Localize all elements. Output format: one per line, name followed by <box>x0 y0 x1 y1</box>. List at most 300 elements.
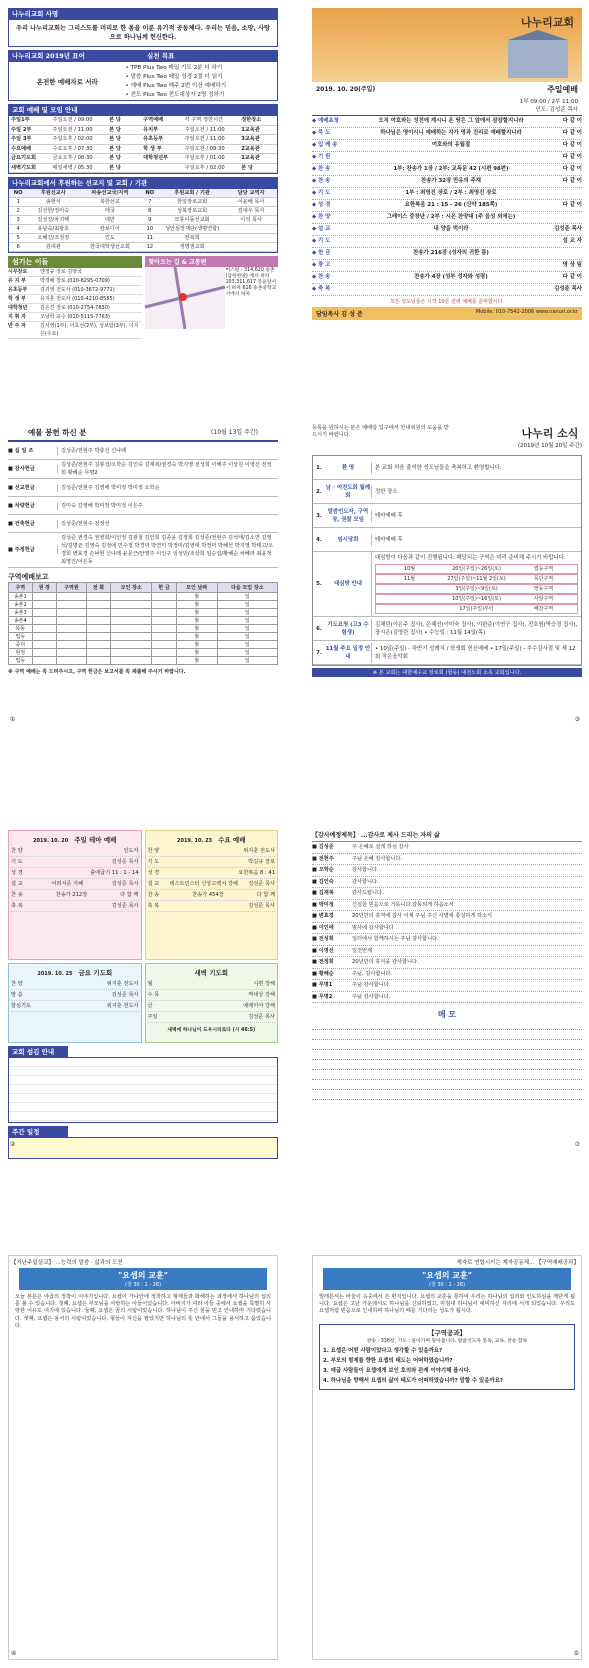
order-content: 오직 여호와는 성전에 계시니 온 땅은 그 앞에서 잠잠할지니라 <box>378 118 524 124</box>
worship-cell: 테스트민스터 신앙고백서 강해 <box>169 881 238 887</box>
cell-value: 월 <box>176 657 217 665</box>
cell-value: 송촌3 <box>9 609 33 617</box>
order-row <box>312 200 582 212</box>
worship-cell: 예레미야 강해 <box>243 1003 275 1009</box>
sermon-ref: (창 30 : 1 - 26) <box>124 1282 162 1288</box>
order-leader: 다 같 이 <box>562 274 582 280</box>
dawn-box <box>145 963 279 1043</box>
cell-head: 모인 날짜 <box>176 583 217 593</box>
service-times: 1부 09:00 / 2부 11:00 <box>519 99 578 105</box>
practice-header: 실천 목표 <box>143 50 278 61</box>
worship-cell: 월 <box>147 981 153 987</box>
schedule-cell <box>141 164 183 173</box>
week-table <box>8 1137 278 1159</box>
mission-cell: 이윤배 목사 <box>237 199 265 205</box>
service-date: 2019. 10. 20(주일) <box>316 86 376 93</box>
worship-row <box>148 846 276 857</box>
offering-row <box>8 479 278 497</box>
mission-cell: 오혜진/조정정 <box>37 235 70 241</box>
offering-type: ■ 십 일 조 <box>8 447 58 455</box>
order-leader: 다 같 이 <box>562 154 582 160</box>
worship-row <box>11 846 139 857</box>
worship-cell: 김성준 목사 <box>248 1014 275 1020</box>
question-item: 3. 애굽 사람들이 요셉에게 보인 호의와 관계 이야기해 봅시다. <box>323 1367 471 1374</box>
cell-value: 월 <box>176 601 217 609</box>
cell-value <box>32 617 57 625</box>
schedule-cell: 본 당 <box>109 136 121 142</box>
order-item: ◆ 찬 송 <box>312 274 331 280</box>
thanks-row <box>312 923 582 935</box>
worship-cell: 설 교 <box>147 881 160 887</box>
worship-row <box>148 1012 276 1023</box>
schedule-cell: 본 당 <box>241 164 254 171</box>
thanks-row <box>312 992 582 1004</box>
worship-cell: 위지훈 전도사 <box>243 848 275 854</box>
visit-cell: 사랑구역 <box>533 596 554 602</box>
mission-cell: 생명샘교회 <box>179 244 205 250</box>
dawn-note: 새벽에 하나님이 도우시리로다 (시 46:5) <box>167 1028 256 1033</box>
worship-cell: 축 복 <box>11 903 23 909</box>
mission-cell: 11 <box>146 235 154 241</box>
cell-value <box>152 649 177 657</box>
page-3 <box>8 425 278 725</box>
worship-cell: 출애굽기 11 : 1 - 14 <box>90 870 139 876</box>
schedule-cell: 본 당 <box>109 164 121 171</box>
thanks-name: ■ 황혜순 <box>312 970 334 977</box>
news-item <box>313 641 581 665</box>
cell-value <box>86 601 111 609</box>
news-label: 대심방 안내 <box>334 581 362 587</box>
news-content: 테마예배 후 <box>371 534 581 546</box>
order-content: 찬송가 4장 (성부 성자와 성령) <box>414 274 488 280</box>
mission-cell: 태국 <box>104 208 115 214</box>
cell-value <box>57 601 87 609</box>
order-content <box>360 260 542 271</box>
cell-row <box>9 625 278 633</box>
cell-row <box>9 601 278 609</box>
staff-row <box>8 268 142 277</box>
service-leader: 인도: 김성준 목사 <box>535 107 578 113</box>
thanks-name: ■ 전정희 <box>312 959 334 965</box>
cell-row <box>9 633 278 641</box>
order-content: 1부: 찬송가 1장 / 2부: 교독문 42 (시편 98편) <box>393 166 509 172</box>
thanks-text: 주님 은혜 감사합니다. <box>352 855 403 862</box>
worship-cell: 김성준 목사 <box>248 903 275 909</box>
lesson-questions-box <box>319 1324 575 1390</box>
thanks-name: ■ 전성희 <box>312 936 334 942</box>
schedule-cell: 본 당 <box>109 145 121 152</box>
schedule-cell: 학 생 부 <box>143 145 162 152</box>
order-leader: 설 교 자 <box>562 238 582 244</box>
news-num: 2. <box>316 488 322 495</box>
order-item: ◆ 찬 양 <box>312 214 331 220</box>
cell-value <box>111 649 152 657</box>
serve-header: 교회 섬김 안내 <box>8 1046 68 1057</box>
worship-cell: 기 도 <box>11 859 23 865</box>
cell-report-title: 구역예배보고 <box>8 573 49 581</box>
staff-name: 오남학 교수 (010-5115-7763) <box>40 314 110 320</box>
order-row <box>312 140 582 152</box>
schedule-cell: 주일오전 / 09:30 <box>184 145 225 152</box>
order-leader: 김성준 목사 <box>554 226 582 232</box>
offering-names: 김성준/전현주 전정선 <box>61 520 110 527</box>
order-leader: 다 같 이 <box>562 142 582 148</box>
schedule-cell: 각 구역 정한시간 <box>184 117 224 123</box>
news-item <box>313 480 581 504</box>
staff-row <box>8 304 142 313</box>
visit-row <box>375 594 578 604</box>
page-4 <box>312 425 582 725</box>
worship-row <box>148 879 276 890</box>
worship-row <box>11 990 139 1001</box>
worship-cell: 찬 양 <box>147 848 160 854</box>
cell-value: 월 <box>176 617 217 625</box>
cell-value: 일 <box>217 633 277 641</box>
thanks-text: 감사합니다. <box>352 878 379 885</box>
thanks-text: 일터에서 함께하시는 주님 감사합니다. <box>352 936 439 942</box>
offering-row <box>8 515 278 533</box>
order-content <box>360 236 542 247</box>
staff-row <box>8 286 142 295</box>
bulletin-cover <box>312 8 582 82</box>
order-content: 여호와의 유월절 <box>431 142 471 148</box>
mission-cell <box>225 243 277 251</box>
schedule-table <box>8 115 278 174</box>
cell-value: 일 <box>217 641 277 649</box>
mission-cell: 이석 목사 <box>240 217 262 223</box>
cell-value <box>86 625 111 633</box>
offering-row <box>8 497 278 515</box>
thanks-name: ■ 무명1 <box>312 982 333 988</box>
order-item: ◆ 성 경 <box>312 202 331 208</box>
offering-names: 김성준 권경숙 권영희/이인정 김광철 김인희 김종윤 김정희 김성준/전현주 김석태/김소연 김영석/김명균 김영숙 김정애 민수정 박경미 박연미 박정미/김영태 박정미 박혜선 박지영 박태고/오경희 변효경 손낙현 신나래 윤문근/안영주 이인구 임성민/조상희 임승섭/황혜순 차혜라 최윤정 최영진/이은동 <box>61 535 274 565</box>
cell-head: 구역원 <box>57 583 87 593</box>
offering-type: ■ 감사헌금 <box>8 465 58 473</box>
cell-value <box>57 593 87 601</box>
practice-item: • 말씀 Plus Two 매일 성경 2절 더 읽기 <box>125 74 223 80</box>
thanks-name: ■ 박미정 <box>312 901 334 908</box>
wednesday-title: 수요 예배 <box>218 836 246 844</box>
order-content <box>360 152 542 163</box>
worship-cell: 김성준 목사 <box>111 992 139 998</box>
thanks-row <box>312 934 582 946</box>
cell-value <box>152 657 177 665</box>
order-row <box>312 272 582 284</box>
cell-value: 월 <box>176 633 217 641</box>
thanks-text: 주님 감사합니다. <box>352 982 391 988</box>
cell-row <box>9 649 278 657</box>
page-number: ⑦ <box>574 1141 580 1148</box>
goal-box <box>8 61 278 101</box>
schedule-cell: 주일오전 / 11:00 <box>52 126 93 133</box>
cell-value: 일 <box>217 649 277 657</box>
schedule-cell: 유초등부 <box>143 136 164 142</box>
mission-cell: 송현식 <box>45 199 61 205</box>
schedule-row <box>9 135 277 145</box>
practice-item: • 예배 Plus Two 매주 2번 이상 예배하기 <box>125 83 227 89</box>
visit-cell: 10월 <box>403 566 416 572</box>
news-list <box>312 455 582 666</box>
cell-value <box>57 633 87 641</box>
order-content: 찬송가 32장 만유의 주재 <box>421 178 481 184</box>
schedule-cell: 금요기도회 <box>11 155 37 161</box>
worship-cell: 박길규 장로 <box>248 859 275 865</box>
cell-value <box>32 633 57 641</box>
memo-lines <box>312 1020 582 1100</box>
cell-value <box>86 633 111 641</box>
schedule-cell: 대학청년부 <box>143 155 169 161</box>
visit-row <box>375 584 578 594</box>
thanks-row <box>312 865 582 877</box>
worship-cell: 역대상 강해 <box>248 992 275 998</box>
worship-cell: 합심기도 <box>11 1003 32 1009</box>
cell-value <box>111 617 152 625</box>
schedule-row <box>9 145 277 155</box>
cell-value <box>111 625 152 633</box>
mission-head <box>9 189 277 198</box>
mission-cell <box>225 225 277 233</box>
mission-cell: 한일장로교회 <box>177 199 208 205</box>
order-item: ◆ 묵 도 <box>312 130 331 136</box>
thanks-row <box>312 957 582 969</box>
thanks-row <box>312 980 582 992</box>
cell-value <box>111 601 152 609</box>
cell-value <box>152 609 177 617</box>
visit-cell: 17일(주일)부터 <box>459 606 494 612</box>
memo-title: 메 모 <box>437 1010 457 1019</box>
visit-cell: 법동구역 <box>533 566 554 572</box>
mission-cell: 김대우 목사 <box>237 208 265 214</box>
service-name: 주일예배 <box>547 85 578 94</box>
offering-row <box>8 533 278 568</box>
schedule-cell: 주일오전 / 09:00 <box>52 117 93 123</box>
order-leader: 영 상 팀 <box>562 262 582 268</box>
thanks-text: 주님, 감사합니다. <box>352 970 393 977</box>
cell-value <box>32 641 57 649</box>
cell-value <box>152 641 177 649</box>
news-num: 1. <box>316 464 322 471</box>
staff-name: 유지훈 전도사 (010-4210-8585) <box>40 296 115 302</box>
worship-row <box>11 868 139 879</box>
worship-cell: 금 <box>147 1003 153 1009</box>
order-leader: 다 같 이 <box>562 202 582 208</box>
worship-cell: 말 씀 <box>11 992 23 998</box>
offering-type: ■ 선교헌금 <box>8 484 58 492</box>
visit-cell: 목단구역 <box>533 576 554 582</box>
worship-cell: 설 교 <box>11 881 23 887</box>
offering-list <box>8 442 278 568</box>
cell-value <box>86 617 111 625</box>
schedule-cell: 유치부 <box>143 126 159 133</box>
lesson-body: 빌레몬서는 바울이 옥중에서 쓴 편지입니다. 요셉의 교훈을 통하여 우리는 하나님의 섭리와 인도하심을 깨닫게 됩니다. 요셉은 고난 가운데서도 하나님을 신뢰하였고, 마침내 하나님이 예비하신 자리에 서게 되었습니다. 우리도 요셉처럼 믿음으로 인내하며 하나님의 때를 기다리는 성도가 됩시다. <box>319 1294 575 1315</box>
cell-value <box>111 609 152 617</box>
worship-cell: 요한복음 8 : 41 <box>238 870 275 876</box>
news-item <box>313 504 581 528</box>
map-image <box>145 267 225 329</box>
cell-value: 송촌1 <box>9 593 33 601</box>
order-item: ◆ 광 고 <box>312 262 331 268</box>
staff-row <box>8 322 142 339</box>
worship-row <box>148 857 276 868</box>
cell-value <box>57 641 87 649</box>
thanks-text: 20년만의 휴직에 감사 이제 주님 주신 사명에 충실하게 하소서 <box>352 913 493 919</box>
worship-cell: 김성준 목사 <box>111 859 139 865</box>
order-item: ◆ 기 원 <box>312 154 331 160</box>
vision-text: 우리 나누리교회는 그리스도를 머리로 한 몸을 이룬 유기적 공동체다. 우리는 믿음, 소망, 사랑으로 하나님께 헌신한다. <box>8 19 278 47</box>
worship-cell: 위지훈 전도사 <box>106 981 139 987</box>
mission-cell: 9 <box>148 217 152 223</box>
mission-cell: 후원선교사 <box>40 190 66 196</box>
cell-value: 일 <box>217 609 277 617</box>
sunday-box <box>8 830 142 960</box>
cell-head: 전 화 <box>86 583 111 593</box>
mission-cell: 10 <box>146 226 154 232</box>
cell-value: 월 <box>176 625 217 633</box>
news-date: (2019년 10월 20일 주간) <box>517 443 582 449</box>
questions-sub: 찬송 : 336장, 기도 : 돌아가며 맡아봅니다, 말씀인도자 봉독, 교독, 찬송 합독 <box>366 1338 528 1344</box>
worship-row <box>11 879 139 890</box>
cell-head: 다음 모임 장소 <box>217 583 277 593</box>
news-num: 5. <box>316 581 322 587</box>
thanks-row <box>312 877 582 889</box>
question-item: 1. 요셉은 어떤 사람이었다고 생각할 수 있을까요? <box>323 1347 443 1354</box>
mission-cell <box>225 234 277 242</box>
practice-item: • 전도 Plus Two 전도대상자 2명 정하기 <box>125 92 225 98</box>
order-leader: 다 같 이 <box>562 178 582 184</box>
sermon-title: "요셉의 교훈" <box>118 1271 168 1280</box>
thanks-name: ■ 변효경 <box>312 913 334 919</box>
news-num: 3. <box>316 512 322 519</box>
order-item: ◆ 찬 송 <box>312 178 331 184</box>
thanks-row <box>312 888 582 900</box>
worship-cell: 김성준 목사 <box>248 881 275 887</box>
worship-row <box>11 979 139 990</box>
thanks-text: 감사합니다. <box>352 867 379 873</box>
mission-row <box>9 216 277 225</box>
schedule-cell: 주일 3부 <box>11 136 32 142</box>
sermon-top: 【지난주일설교】 ...능력의 말씀 · 삶과의 도전 <box>11 1260 123 1266</box>
staff-name: 엔정규 장로 김영국 <box>40 269 82 275</box>
cell-value <box>32 593 57 601</box>
schedule-cell: 주일오후 / 02:00 <box>52 136 93 142</box>
dawn-title: 새벽 기도회 <box>194 969 229 977</box>
thanks-name: ■ 오학순 <box>312 867 334 873</box>
staff-row <box>8 277 142 286</box>
church-logo: 나누리교회 <box>520 16 574 29</box>
offering-names: 김성준/전현주 박충선 신나래 <box>61 447 127 454</box>
staff-role: 지 휘 자 <box>8 314 26 320</box>
order-of-worship <box>312 115 582 296</box>
schedule-cell: 본 당 <box>109 155 121 161</box>
cell-value: 일 <box>217 601 277 609</box>
thanks-text: 주 은혜로 살게 하심 감사 <box>352 844 409 850</box>
schedule-cell: 1교육관 <box>241 155 260 161</box>
mission-cell: 후원교회 / 기관 <box>174 190 210 196</box>
cell-value <box>57 617 87 625</box>
visit-cell <box>376 595 443 603</box>
cell-value <box>152 625 177 633</box>
cell-value <box>86 593 111 601</box>
order-row <box>312 116 582 128</box>
order-content: 요한복음 21 : 15 - 26 (신약 185쪽) <box>404 202 498 208</box>
visit-cell: 20일(주일)~26일(토) <box>452 566 501 572</box>
visit-row <box>375 564 578 574</box>
cell-value <box>86 609 111 617</box>
schedule-cell: 주일오전 / 11:00 <box>184 136 225 142</box>
cell-value <box>32 649 57 657</box>
news-label: 임시당회 <box>337 536 359 543</box>
staff-name: 김귀영 전도사 (010-3672-9771) <box>40 287 115 293</box>
cell-row <box>9 593 278 601</box>
thanks-name: ■ 김성준 <box>312 844 334 850</box>
order-leader: 다 같 이 <box>562 130 582 136</box>
page-number: ⑤ <box>573 1650 579 1657</box>
order-leader: 다 같 이 <box>562 118 582 124</box>
order-content: 찬송가 216장 (성자의 귀한 몸) <box>413 250 489 256</box>
order-row <box>312 152 582 164</box>
order-item: ◆ 헌 금 <box>312 250 331 256</box>
wednesday-box <box>145 830 279 960</box>
worship-row <box>148 979 276 990</box>
thanks-title: 【감사예정제목】 ...감사로 제사 드리는 자의 삶 <box>312 830 582 842</box>
visit-table <box>375 564 578 614</box>
thanks-text: 일천번제 <box>352 947 373 954</box>
mission-cell: 캄보디아 <box>99 226 120 232</box>
map-header: 찾아오는 길 & 교통편 <box>145 256 279 267</box>
cell-value <box>152 601 177 609</box>
page-number: ④ <box>11 1650 17 1657</box>
worship-cell: 다 함 께 <box>256 892 275 898</box>
schedule-cell: 주일 2부 <box>11 126 32 133</box>
offering-names: 김성준/전현주 김봉성/오학순 김인숙 김재복/권경숙 박지영 전성희 이해주 이상원 이영선 전정희 황혜순 무명2 <box>61 462 272 476</box>
staff-row <box>8 313 142 322</box>
news-content: 테마예배 후 <box>371 510 581 522</box>
worship-cell: 시편 강해 <box>253 981 275 987</box>
mission-cell: 성북장로교회 <box>177 208 208 214</box>
order-leader <box>542 212 582 223</box>
news-content: 본 교회 처음 출석한 성도님들을 축복하고 환영합니다. <box>371 462 581 474</box>
schedule-cell: 매일새벽 / 05:30 <box>52 164 93 171</box>
serve-table <box>8 1057 278 1123</box>
worship-cell: 인도자 <box>123 848 139 854</box>
page-number: ③ <box>574 716 580 723</box>
staff-role: 반 주 자 <box>8 323 26 329</box>
visit-row <box>375 574 578 584</box>
schedule-row <box>9 126 277 136</box>
order-content <box>360 284 542 295</box>
offering-row <box>8 460 278 479</box>
mission-row <box>9 243 277 252</box>
page-number: ② <box>10 1141 16 1148</box>
cell-value <box>57 609 87 617</box>
news-num: 7. <box>316 649 322 656</box>
friday-date: 2019. 10. 25 <box>37 971 73 977</box>
worship-cell: 위지훈 전도사 <box>106 1003 139 1009</box>
visit-cell: 배찬구역 <box>533 606 554 612</box>
practice-item: • TPB Plus Two 매일 기도 2분 더 하기 <box>125 65 223 71</box>
cell-head: 원 장 <box>32 583 57 593</box>
mission-row <box>9 234 277 243</box>
sunday-date: 2019. 10. 20 <box>33 838 69 844</box>
worship-row <box>148 868 276 879</box>
mission-cell: NO <box>13 190 23 196</box>
cell-row <box>9 609 278 617</box>
order-row <box>312 164 582 176</box>
cell-value: 일 <box>217 593 277 601</box>
cell-value: 현정 <box>9 649 33 657</box>
order-item: ◆ 기 도 <box>312 238 331 244</box>
mission-cell: 1 <box>16 199 20 205</box>
